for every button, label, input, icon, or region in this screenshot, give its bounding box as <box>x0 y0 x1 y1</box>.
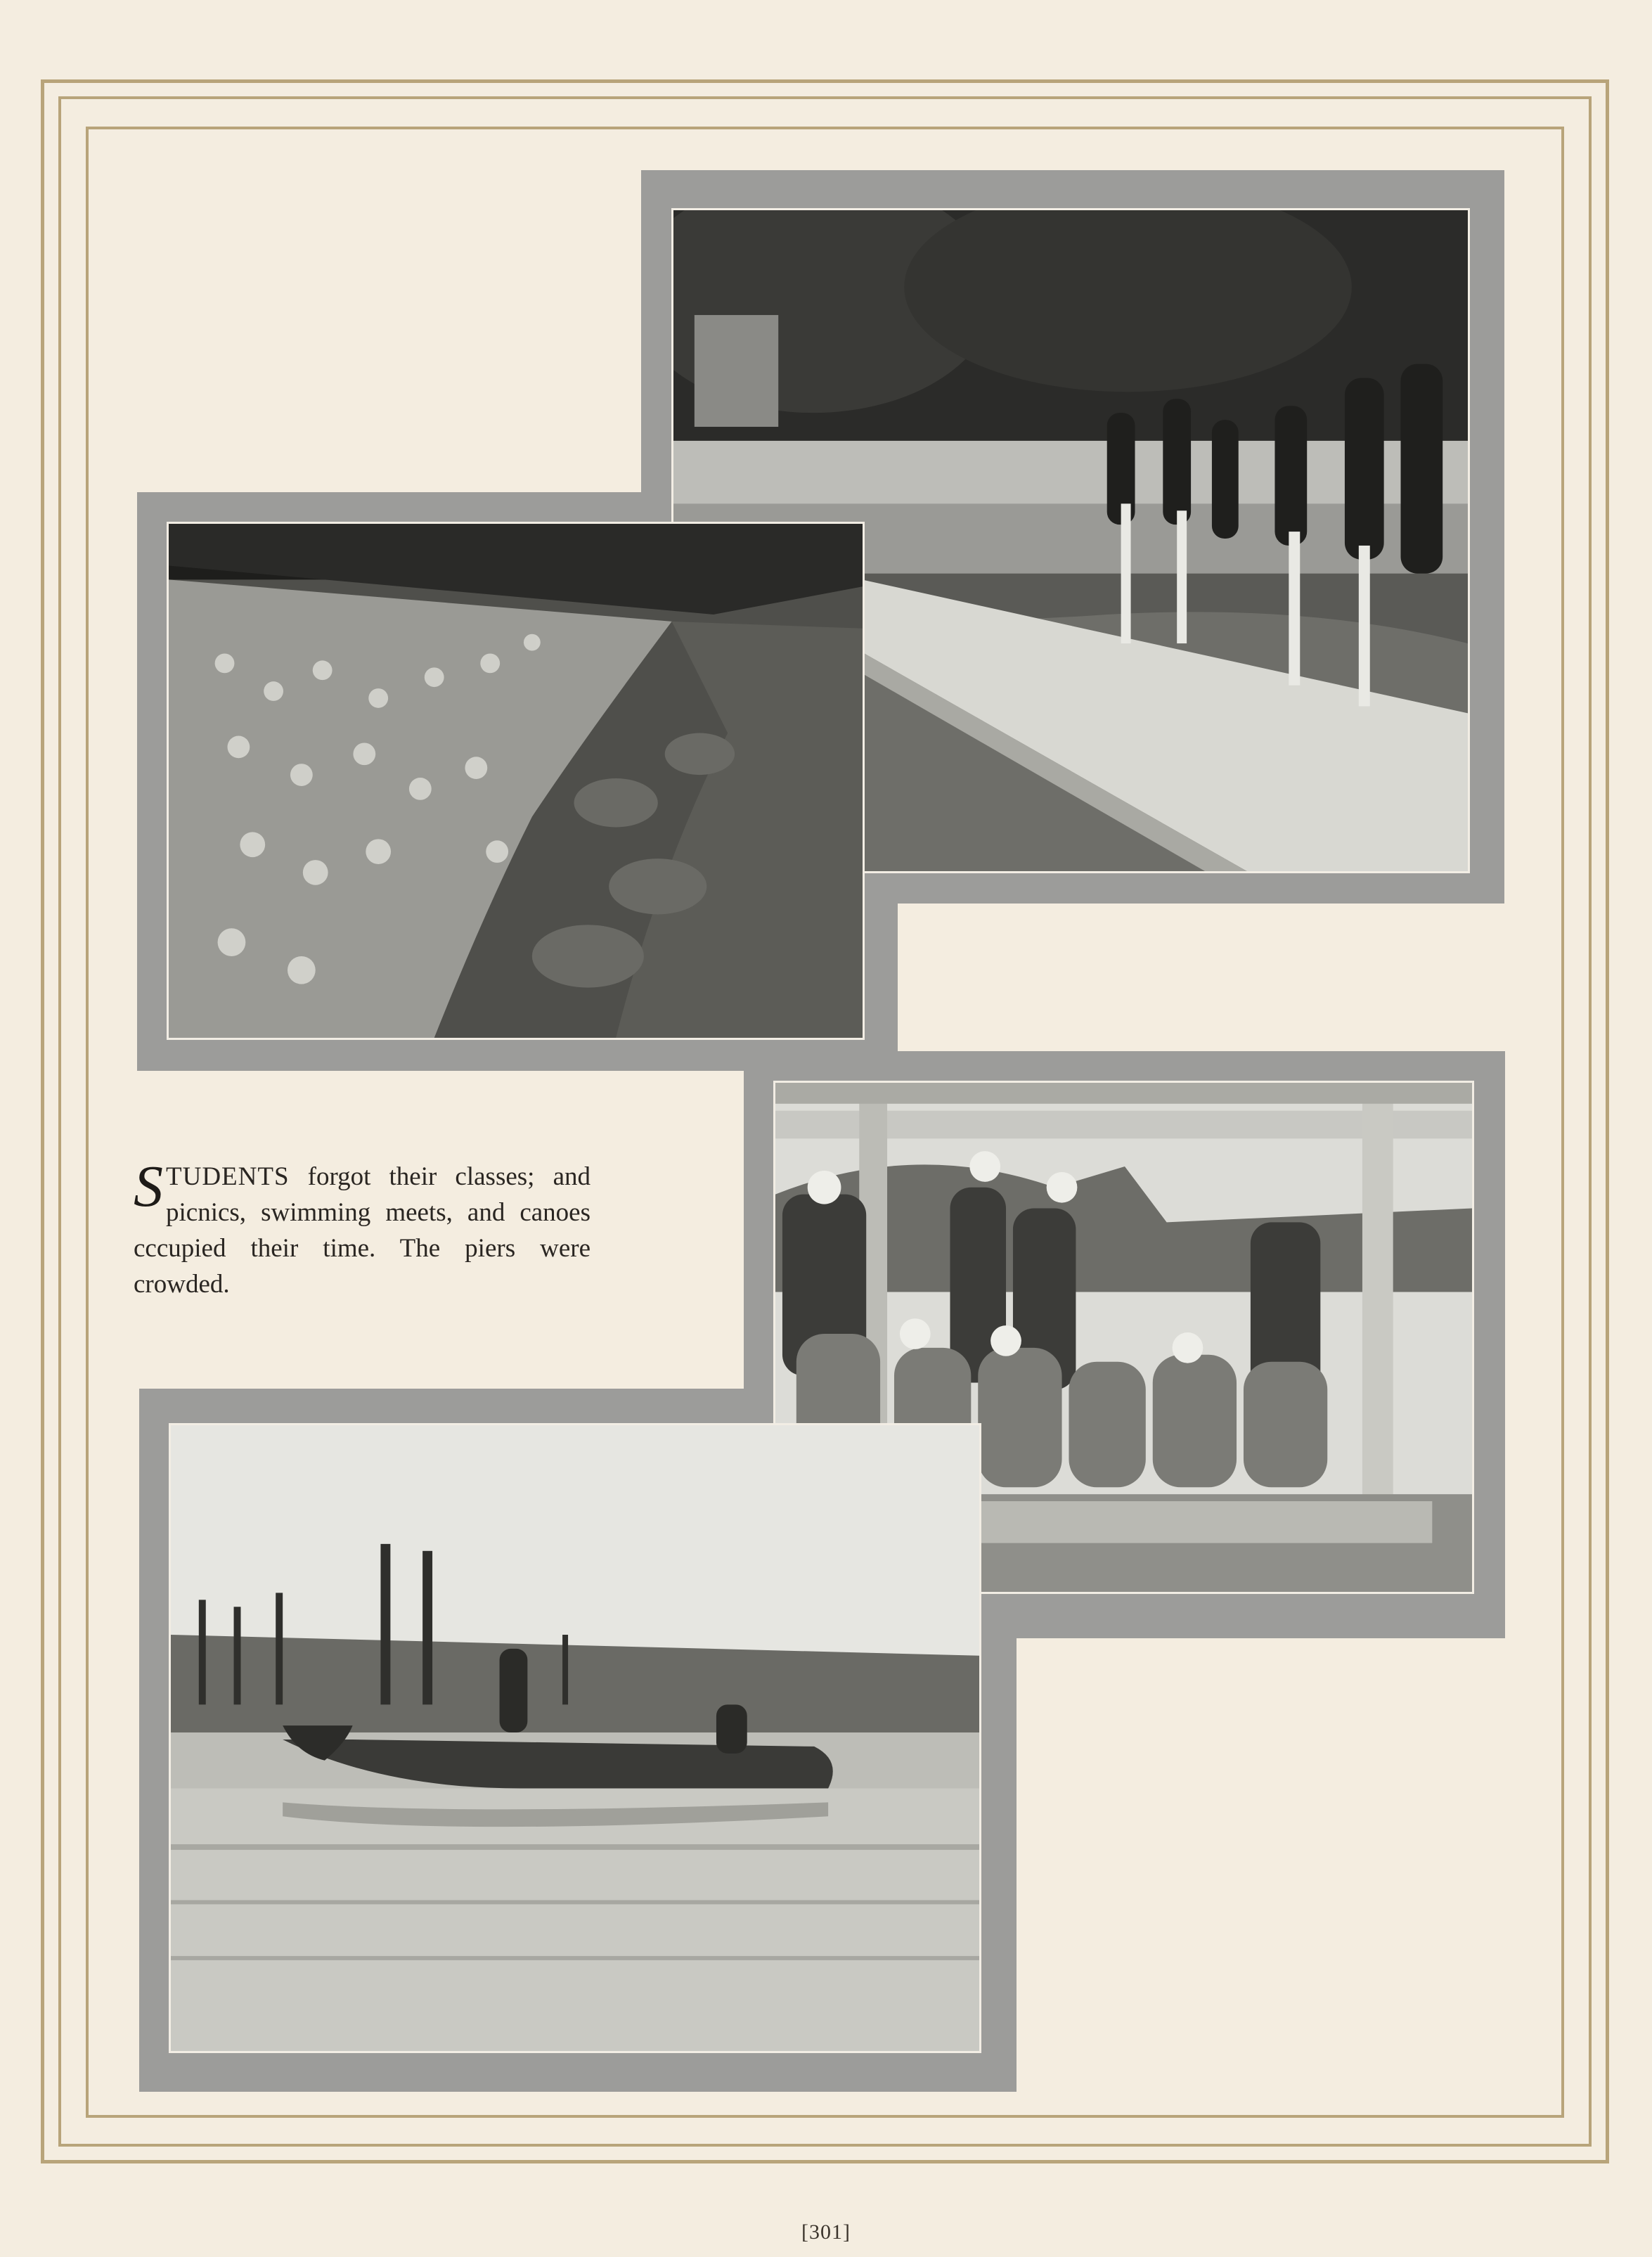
page-number: [301] <box>801 2220 851 2244</box>
caption-first-word: TUDENTS <box>166 1162 290 1191</box>
photo-canoe-on-lake <box>169 1423 981 2053</box>
caption-drop-cap: S <box>134 1154 163 1219</box>
photo-crowd-on-lakeshore <box>167 522 865 1040</box>
caption-body-text: forgot their classes; and picnics, swimming meets, and canoes cccupied their time. The piers were crowded. <box>134 1162 591 1299</box>
page-caption <box>134 1154 591 1302</box>
